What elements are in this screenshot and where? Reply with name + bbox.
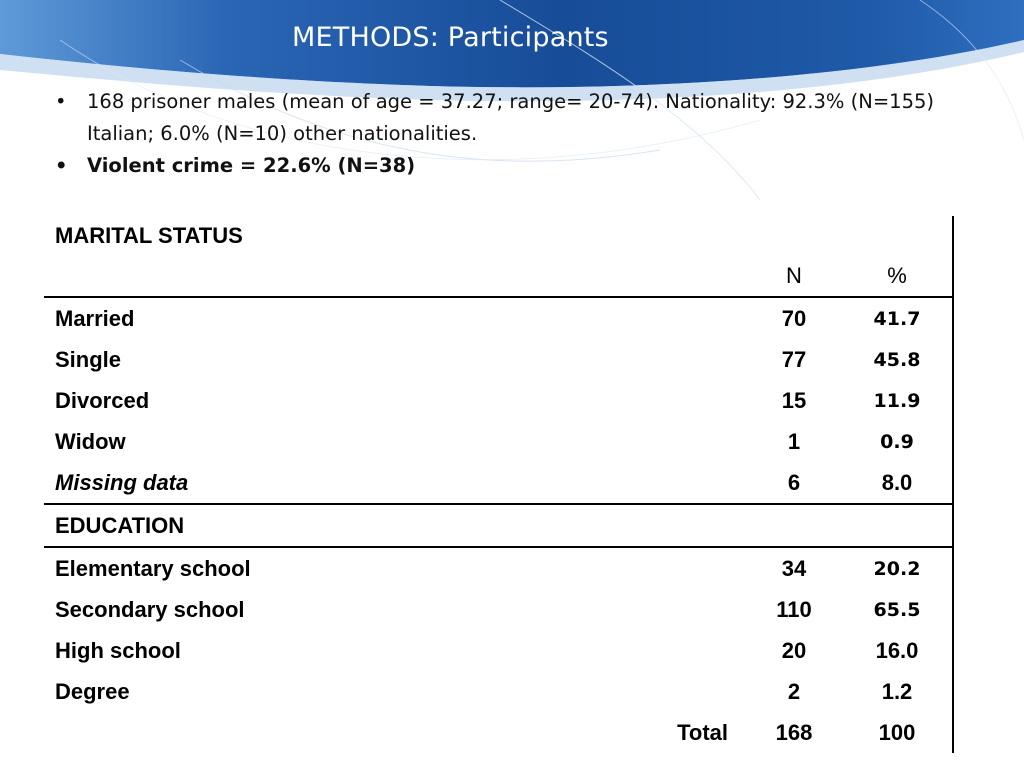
slide-title: METHODS: Participants xyxy=(292,22,609,53)
row-n: 70 xyxy=(781,305,807,331)
row-label: Single xyxy=(55,346,122,372)
row-n: 15 xyxy=(781,387,807,413)
row-percent: 8.0 xyxy=(842,462,953,504)
row-label: Widow xyxy=(55,428,126,454)
row-n: 6 xyxy=(787,469,801,495)
total-n: 168 xyxy=(775,719,813,745)
row-percent: 0.9 xyxy=(842,421,953,462)
table-row xyxy=(44,630,953,671)
row-label: Degree xyxy=(55,678,130,704)
row-percent: 65.5 xyxy=(842,589,953,630)
row-label: High school xyxy=(55,637,181,663)
row-n: 2 xyxy=(787,678,801,704)
row-label: Divorced xyxy=(55,387,150,413)
section-header-education xyxy=(44,504,953,547)
row-label: Secondary school xyxy=(55,596,245,622)
table-row xyxy=(44,297,953,339)
row-percent: 11.9 xyxy=(842,380,953,421)
section-title: MARITAL STATUS xyxy=(55,223,243,248)
column-header-row xyxy=(44,256,953,297)
bullet-item-violent-crime xyxy=(55,150,985,182)
section-header-marital xyxy=(44,216,953,256)
bullet-icon: • xyxy=(55,154,68,177)
column-header-n: N xyxy=(746,256,842,297)
row-n: 110 xyxy=(776,596,812,622)
table-row xyxy=(44,589,953,630)
row-label: Missing data xyxy=(55,469,189,495)
section-title: EDUCATION xyxy=(44,504,746,547)
table-row xyxy=(44,380,953,421)
row-n: 77 xyxy=(781,346,807,372)
bullet-icon: • xyxy=(55,90,67,113)
column-header-percent: % xyxy=(842,256,953,297)
bullet-item-participants xyxy=(55,86,985,150)
total-row xyxy=(44,712,953,753)
row-label: Married xyxy=(55,305,135,331)
total-percent: 100 xyxy=(842,712,953,753)
row-percent: 1.2 xyxy=(842,671,953,712)
row-label: Elementary school xyxy=(55,555,251,581)
row-percent: 41.7 xyxy=(842,297,953,339)
bullet-text: 168 prisoner males (mean of age = 37.27; range= 20-74). Nationality: 92.3% (N=155) Italian; 6.0% (N=10) other nationalities. xyxy=(87,90,934,145)
demographics-table xyxy=(44,216,954,753)
bullet-list xyxy=(55,86,985,182)
table-row xyxy=(44,547,953,589)
row-n: 34 xyxy=(781,555,807,581)
table-row xyxy=(44,339,953,380)
row-percent: 20.2 xyxy=(842,547,953,589)
row-n: 1 xyxy=(787,428,801,454)
total-label: Total xyxy=(677,719,728,745)
row-percent: 45.8 xyxy=(842,339,953,380)
row-n: 20 xyxy=(781,637,807,663)
table-row xyxy=(44,462,953,504)
row-percent: 16.0 xyxy=(842,630,953,671)
bullet-text: Violent crime = 22.6% (N=38) xyxy=(87,154,416,177)
table-row xyxy=(44,671,953,712)
table-row xyxy=(44,421,953,462)
